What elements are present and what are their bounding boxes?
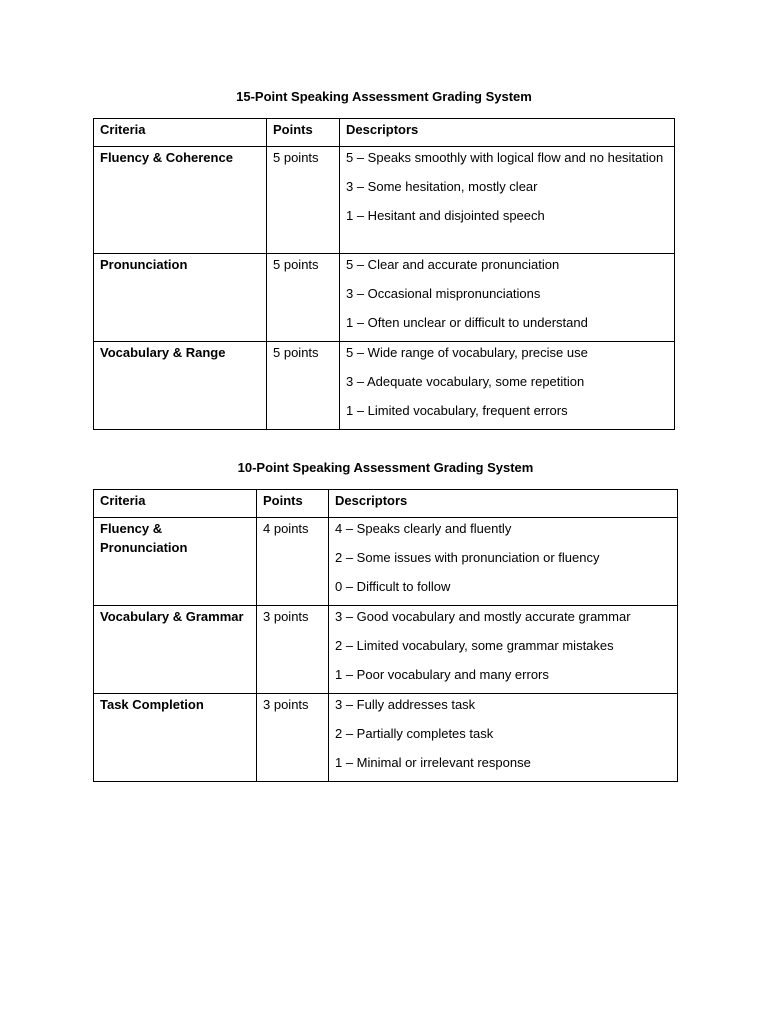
points-cell: 5 points xyxy=(267,254,340,342)
column-header: Criteria xyxy=(94,490,257,518)
table-header-row xyxy=(94,119,675,147)
column-header: Descriptors xyxy=(329,490,678,518)
descriptor-item: 3 – Good vocabulary and mostly accurate grammar xyxy=(335,609,631,624)
descriptor-item: 3 – Occasional mispronunciations xyxy=(346,286,541,301)
grading-section-15-point xyxy=(93,88,675,430)
grading-table xyxy=(93,489,678,782)
table-row xyxy=(94,254,675,342)
descriptor-item: 1 – Often unclear or difficult to understand xyxy=(346,315,588,330)
criteria-cell: Vocabulary & Grammar xyxy=(94,606,257,694)
descriptor-item: 5 – Speaks smoothly with logical flow and no hesitation xyxy=(346,150,664,165)
descriptor-item: 2 – Partially completes task xyxy=(335,726,494,741)
points-cell: 4 points xyxy=(257,518,329,606)
points-cell: 3 points xyxy=(257,606,329,694)
descriptor-item: 2 – Some issues with pronunciation or fluency xyxy=(335,550,600,565)
table-row xyxy=(94,606,678,694)
descriptors-cell xyxy=(329,518,678,606)
grading-table xyxy=(93,118,675,430)
points-cell: 5 points xyxy=(267,147,340,254)
table-title: 10-Point Speaking Assessment Grading System xyxy=(237,460,534,475)
descriptor-item: 4 – Speaks clearly and fluently xyxy=(335,521,512,536)
table-row xyxy=(94,518,678,606)
descriptor-item: 0 – Difficult to follow xyxy=(335,579,451,594)
descriptor-item: 5 – Wide range of vocabulary, precise use xyxy=(346,345,588,360)
descriptors-cell xyxy=(340,254,675,342)
criteria-cell: Fluency & Pronunciation xyxy=(94,518,257,606)
column-header: Points xyxy=(257,490,329,518)
points-cell: 5 points xyxy=(267,342,340,430)
descriptor-item: 5 – Clear and accurate pronunciation xyxy=(346,257,560,272)
descriptor-item: 2 – Limited vocabulary, some grammar mistakes xyxy=(335,638,614,653)
descriptor-item: 3 – Some hesitation, mostly clear xyxy=(346,179,538,194)
descriptor-item: 1 – Poor vocabulary and many errors xyxy=(335,667,549,682)
grading-section-10-point xyxy=(93,459,678,782)
descriptor-item: 1 – Minimal or irrelevant response xyxy=(335,755,531,770)
descriptor-item: 1 – Limited vocabulary, frequent errors xyxy=(346,403,568,418)
descriptors-cell xyxy=(340,342,675,430)
table-title: 15-Point Speaking Assessment Grading System xyxy=(236,89,532,104)
table-row xyxy=(94,342,675,430)
criteria-cell: Task Completion xyxy=(94,694,257,782)
criteria-cell: Pronunciation xyxy=(94,254,267,342)
criteria-cell: Vocabulary & Range xyxy=(94,342,267,430)
column-header: Criteria xyxy=(94,119,267,147)
criteria-cell: Fluency & Coherence xyxy=(94,147,267,254)
column-header: Descriptors xyxy=(340,119,675,147)
table-row xyxy=(94,147,675,254)
table-header-row xyxy=(94,490,678,518)
descriptor-item: 3 – Fully addresses task xyxy=(335,697,476,712)
descriptor-item: 3 – Adequate vocabulary, some repetition xyxy=(346,374,585,389)
column-header: Points xyxy=(267,119,340,147)
points-cell: 3 points xyxy=(257,694,329,782)
descriptors-cell xyxy=(329,694,678,782)
descriptor-item: 1 – Hesitant and disjointed speech xyxy=(346,208,545,223)
descriptors-cell xyxy=(329,606,678,694)
descriptors-cell xyxy=(340,147,675,254)
table-row xyxy=(94,694,678,782)
